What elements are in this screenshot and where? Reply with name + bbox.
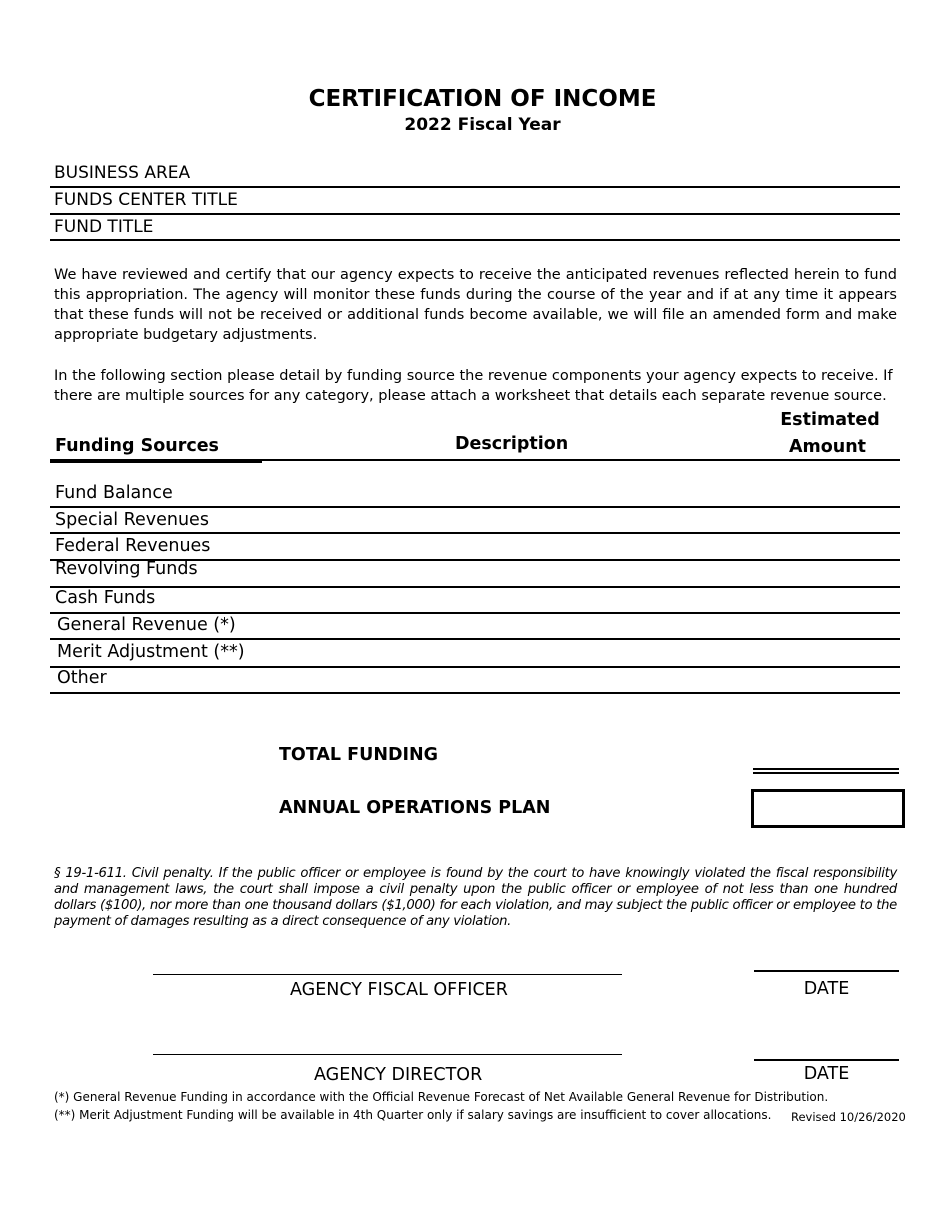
director-signature-line[interactable] — [153, 1054, 622, 1055]
fund-title-label: FUND TITLE — [54, 217, 154, 237]
row-special-revenues: Special Revenues — [55, 510, 209, 530]
row-other: Other — [57, 668, 107, 688]
row-line — [50, 666, 900, 668]
revised-date: Revised 10/26/2020 — [791, 1110, 906, 1124]
annual-operations-plan-box[interactable] — [751, 789, 905, 828]
page-title: CERTIFICATION OF INCOME — [308, 86, 657, 112]
director-date-label: DATE — [803, 1064, 850, 1084]
row-fund-balance: Fund Balance — [55, 483, 173, 503]
director-label: AGENCY DIRECTOR — [314, 1065, 483, 1085]
row-merit-adjustment: Merit Adjustment (**) — [57, 642, 245, 662]
annual-operations-plan-label: ANNUAL OPERATIONS PLAN — [279, 798, 551, 818]
col-header-estimated: Estimated — [780, 410, 880, 430]
fund-title-line — [50, 239, 900, 241]
row-revolving-funds: Revolving Funds — [55, 559, 198, 579]
col-header-funding-sources: Funding Sources — [55, 436, 219, 456]
col-header-amount: Amount — [788, 437, 867, 457]
certification-paragraph: We have reviewed and certify that our agency expects to receive the anticipated revenues reflected herein to fund this appropriation. The agency will monitor these funds during the course of the year and if at any time it appears that these funds will not be received or additional funds become available, we will file an amended form and make appropriate budgetary adjustments. — [54, 267, 897, 343]
fiscal-officer-label: AGENCY FISCAL OFFICER — [290, 980, 508, 1000]
row-federal-revenues: Federal Revenues — [55, 536, 211, 556]
row-line — [50, 692, 900, 694]
table-header-line — [50, 459, 900, 461]
fiscal-officer-signature-line[interactable] — [153, 974, 622, 975]
row-cash-funds: Cash Funds — [55, 588, 156, 608]
funds-center-title-label: FUNDS CENTER TITLE — [54, 190, 238, 210]
footnote-general-revenue: (*) General Revenue Funding in accordance with the Official Revenue Forecast of Net Available General Revenue for Distribution. — [54, 1090, 829, 1104]
footnote-merit-adjustment: (**) Merit Adjustment Funding will be available in 4th Quarter only if salary savings are insufficient to cover allocations. — [54, 1108, 772, 1122]
total-funding-line-bottom — [753, 772, 899, 774]
row-line — [50, 532, 900, 534]
col-header-description: Description — [455, 434, 569, 454]
row-line — [50, 612, 900, 614]
row-line — [50, 638, 900, 640]
total-funding-label: TOTAL FUNDING — [279, 745, 439, 765]
total-funding-line-top — [753, 768, 899, 770]
fiscal-officer-date-line[interactable] — [754, 970, 899, 972]
funds-center-title-line — [50, 213, 900, 215]
row-general-revenue: General Revenue (*) — [57, 615, 236, 635]
row-line — [50, 586, 900, 588]
business-area-label: BUSINESS AREA — [54, 163, 191, 183]
director-date-line[interactable] — [754, 1059, 899, 1061]
instructions-paragraph: In the following section please detail by funding source the revenue components your agency expects to receive. If there are multiple sources for any category, please attach a worksheet that details each separate revenue source. — [54, 368, 893, 404]
business-area-line — [50, 186, 900, 188]
row-line — [50, 506, 900, 508]
civil-penalty-statute: § 19-1-611. Civil penalty. If the public officer or employee is found by the court to have knowingly violated the fiscal responsibility and management laws, the court shall impose a civil penalty upon the public officer or employee of not less than one hundred dollars ($100), nor more than one thousand dollars ($1,000) for each violation, and may subject the public officer or employee to the payment of damages resulting as a direct consequence of any violation. — [54, 866, 897, 929]
page-subtitle: 2022 Fiscal Year — [404, 115, 561, 135]
fiscal-officer-date-label: DATE — [803, 979, 850, 999]
